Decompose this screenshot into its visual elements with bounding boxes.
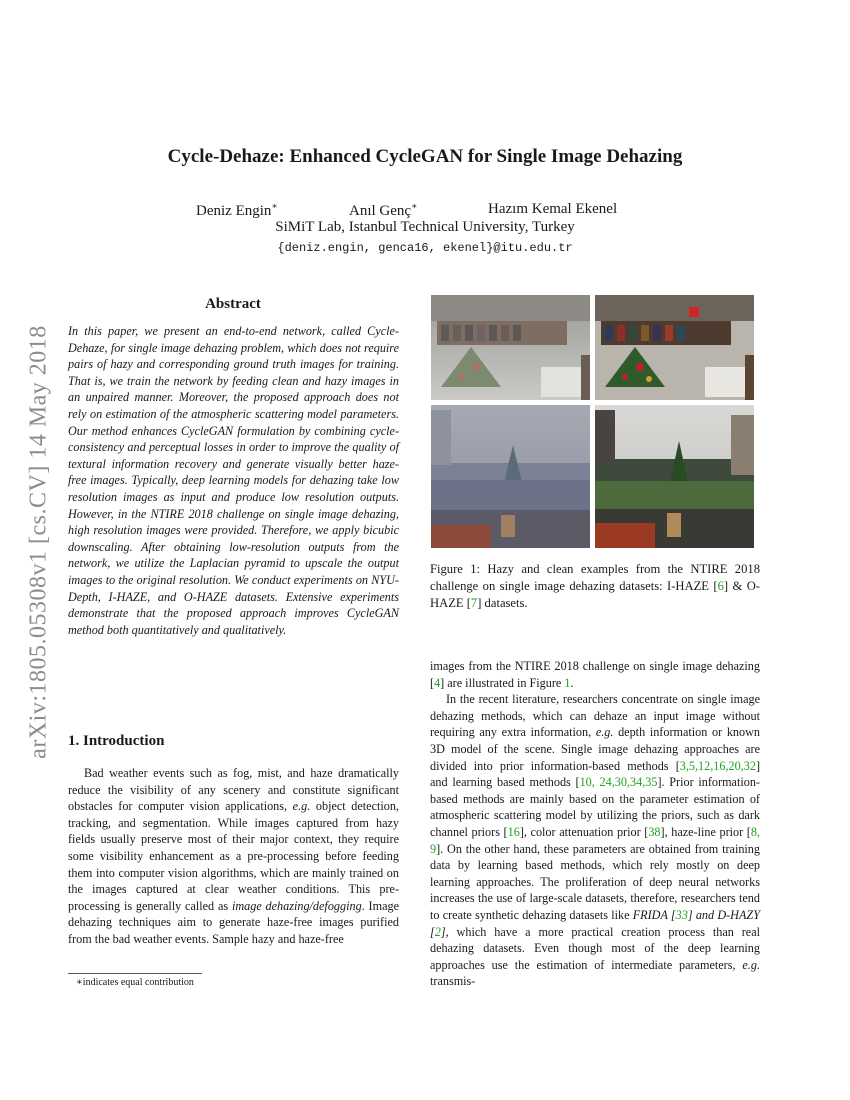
arxiv-stamp xyxy=(24,282,54,802)
citation-link[interactable]: 2 xyxy=(434,924,441,939)
abstract-text: In this paper, we present an end-to-end network, called Cycle-Dehaze, for single image dehazing problem, which does not require pairs of hazy and corresponding ground truth images for training. That is, we train the network by feeding clean and hazy images in an unpaired manner. Moreover, the proposed approach does not rely on estimation of the atmospheric scattering model parameters. Our method enhances CycleGAN formulation by combining cycle-consistency and perceptual losses in order to improve the quality of textural information recovery and generate visually better haze-free images. Typically, deep learning models for dehazing take low resolution images as input and produce low resolution outputs. However, in the NTIRE 2018 challenge on single image dehazing, high resolution images were provided. Therefore, we apply bicubic downscaling. After obtaining low-resolution outputs from the network, we utilize the Laplacian pyramid to upscale the output images to the original resolution. We conduct experiments on NYU-Depth, I-HAZE, and O-HAZE datasets. Extensive experiments demonstrate that the proposed approach improves CycleGAN method both quantitatively and qualitatively. xyxy=(68,324,399,637)
section-heading-introduction: 1. Introduction xyxy=(68,733,165,749)
affiliation: SiMiT Lab, Istanbul Technical University, Turkey xyxy=(275,219,575,235)
citation-link[interactable]: 4 xyxy=(434,675,441,690)
citation-link[interactable]: 10, 24,30,34,35 xyxy=(579,775,658,790)
right-paragraph-0: images from the NTIRE 2018 challenge on single image dehazing [4] are illustrated in Figure 1. xyxy=(430,659,760,690)
author-mark: ∗ xyxy=(271,201,278,211)
figure-1-image-grid xyxy=(431,295,754,548)
figure-1-caption: Figure 1: Hazy and clean examples from the NTIRE 2018 challenge on single image dehazing datasets: I-HAZE [6] & O-HAZE [7] datasets. xyxy=(430,562,761,610)
author-name: Hazım Kemal Ekenel xyxy=(488,201,618,217)
citation-link[interactable]: 8, 9 xyxy=(430,824,761,856)
author-3 xyxy=(488,201,617,218)
footnote: ∗indicates equal contribution xyxy=(76,977,194,988)
citation-link[interactable]: 33 xyxy=(675,907,688,922)
citation-link[interactable]: 6 xyxy=(717,579,724,593)
citation-link[interactable]: 7 xyxy=(470,596,478,610)
citation-link[interactable]: 3,5,12,16,20,32 xyxy=(679,758,756,773)
author-emails: {deniz.engin, genca16, ekenel}@itu.edu.tr xyxy=(277,241,573,255)
paper-title: Cycle-Dehaze: Enhanced CycleGAN for Single Image Dehazing xyxy=(167,146,683,167)
hazy-indoor-image xyxy=(431,295,590,400)
citation-link[interactable]: 16 xyxy=(507,824,520,839)
right-paragraph-1: In the recent literature, researchers concentrate on single image dehazing methods, which can dehaze an input image without requiring any extra information, e.g. depth information or known 3D model of the scene. Single image dehazing approaches are divided into prior information-based methods [3,5,12,16,20,32] and learning based methods [10, 24,30,34,35]. Prior information-based methods are mainly based on the parameter estimation of atmospheric scattering model by utilizing the priors, such as dark channel priors [16], color attenuation prior [38], haze-line prior [8, 9]. On the other hand, these parameters are obtained from training data by learning based methods, which rely mostly on deep learning approaches. The proliferation of deep neural networks increases the use of large-scale datasets, therefore, researchers tend to create synthetic dehazing datasets like FRIDA [33] and D-HAZY [2], which have a more practical creation process than real dehazing datasets. Even though most of the deep learning approaches use the estimation of intermediate parameters, e.g. transmis- xyxy=(430,692,761,989)
author-2 xyxy=(349,201,417,220)
author-name: Anıl Genç xyxy=(349,203,412,219)
author-1 xyxy=(196,201,278,220)
footnote-rule xyxy=(68,973,202,974)
arxiv-stamp-text: arXiv:1805.05308v1 [cs.CV] 14 May 2018 xyxy=(25,325,52,759)
abstract-heading: Abstract xyxy=(205,296,261,312)
author-name: Deniz Engin xyxy=(196,203,272,219)
figure-link[interactable]: 1 xyxy=(564,675,571,690)
clean-indoor-image xyxy=(595,295,754,400)
author-mark: ∗ xyxy=(411,201,418,211)
citation-link[interactable]: 38 xyxy=(648,824,661,839)
clean-outdoor-image xyxy=(595,405,754,548)
right-column-text xyxy=(430,658,760,990)
intro-paragraph: Bad weather events such as fog, mist, and haze dramatically reduce the visibility of any scenery and constitute significant obstacles for computer vision applications, e.g. object detection, tracking, and segmentation. While images captured from hazy fields usually preserve most of their major context, they require some visibility enhancement as a pre-processing before feeding them into computer vision algorithms, which are mainly trained on the images captured at clear weather conditions. This pre-processing is generally called as image dehazing/defogging. Image dehazing techniques aim to generate haze-free images purified from the bad weather events. Sample hazy and haze-free xyxy=(68,766,400,946)
hazy-outdoor-image xyxy=(431,405,590,548)
figure-1 xyxy=(431,295,754,548)
